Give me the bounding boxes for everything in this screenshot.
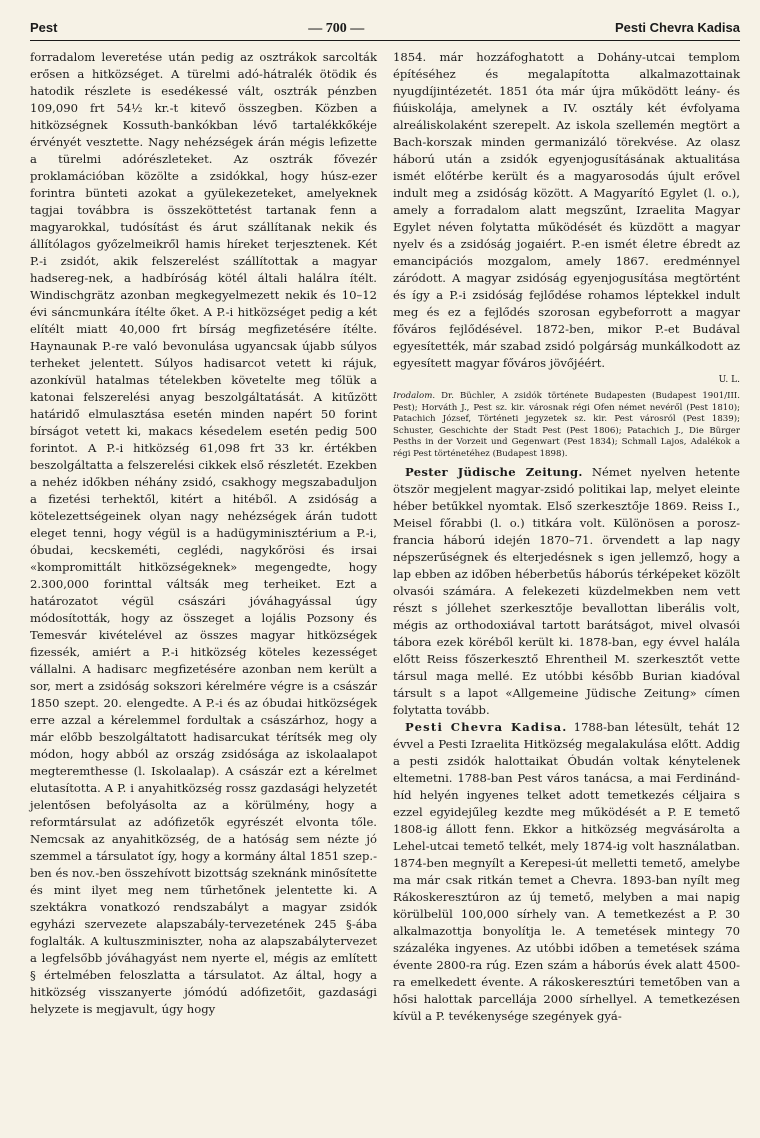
header-right-title: Pesti Chevra Kadisa xyxy=(614,20,740,35)
two-column-body xyxy=(30,49,740,1025)
right-column xyxy=(393,49,740,1025)
entry-heading-chevra-kadisa: Pesti Chevra Kadisa. xyxy=(405,720,568,734)
article-pester-juedische-zeitung xyxy=(393,464,740,719)
literature-note xyxy=(393,391,740,460)
literature-text: Dr. Büchler, A zsidók története Budapesten (Budapest 1901/III. Pest); Horváth J., Pest sz. kir. városnak régi Ofen német nevéről (Pest 1810); Patachich József, Történeti jegyzetek sz. kir. Pest városról (Pest 1839); Schuster, Geschichte der Stadt Pest (Pest 1806); Patachich J., Die Bürger Pesths in der Vorzeit und Gegenwart (Pest 1834); Schmall Lajos, Adalékok a régi Pest történetéhez (Budapest 1898). xyxy=(393,391,740,459)
article-pest-continuation: 1854. már hozzáfoghatott a Dohány-utcai templom építéséhez és megalapította alkalmazottainak nyugdíjintézetét. 1851 óta már újra működött leány- és fiúiskolája, amelynek a IV. osztály két évfolyama alreáliskolaként szerepelt. Az iskola szellemén megtört a Bach-korszak minden germanizáló törekvése. Az olasz háború után a zsidók egyenjogusításának aktualitása ismét előtérbe került és a magyarosodás újult erővel indult meg a zsidóság között. A Magyarító Egylet (l. o.), amely a forradalom alatt megszűnt, Izraelita Magyar Egylet néven folytatta működését és küzdött a magyar nyelv és a zsidóság jogaiért. P.-en ismét életre ébredt az emancipációs mozgalom, amely 1867. eredménnyel záródott. A magyar zsidóság egyenjogusítása megtörtént és így a P.-i zsidóság fejlődése rohamos léptekkel indult meg és ez a fejlődés szorosan egybeforrott a magyar főváros fejlődésével. 1872-ben, mikor P.-et Budával egyesítették, már szabad zsidó polgárság munkálkodott az egyesített magyar főváros jövőjéért. xyxy=(393,50,740,370)
left-column xyxy=(30,49,377,1025)
article-pesti-chevra-kadisa xyxy=(393,719,740,1025)
entry-text-chevra-kadisa: 1788-ban létesült, tehát 12 évvel a Pesti Izraelita Hitközség megalakulása előtt. Addig a pesti zsidók halottaikat Óbudán voltak kénytelenek eltemetni. 1788-ban Pest város tanácsa, a mai Ferdinánd-híd helyén ingyenes telket adott temetkezés céljaira s ezzel egyidejűleg kezdte meg működését a P. E temető 1808-ig állott fenn. Ekkor a hitközség megvásárolta a Lehel-utcai temető telkét, mely 1874-ig volt használatban. 1874-ben megnyílt a Kerepesi-út melletti temető, amelybe ma már csak ritkán temet a Chevra. 1893-ban nyílt meg Rákoskeresztúron az új temető, melyben a mai napig körülbelül 100,000 sírhely van. A temetkezést a P. 30 alkalmazottja bonyolítja le. A temetések mintegy 70 százaléka ingyenes. Az utóbbi időben a temetések száma évente 2800-ra rúg. Ezen szám a háborús évek alatt 4500-ra emelkedett évente. A rákoskeresztúri temetőben van a hősi halottak parcellája 2000 sírhellyel. A temetkezésen kívül a P. tevékenysége szegények gyá- xyxy=(393,720,740,1023)
entry-heading-pjz: Pester Jüdische Zeitung. xyxy=(405,465,583,479)
left-column-text: forradalom leveretése után pedig az osztrákok sarcolták erősen a hitközséget. A türelmi adó-hátralék ötödik és hatodik részlete is esedékessé vált, osztrák pénzben 109,090 frt 54½ kr.-t kitevő összegben. Közben a hitközségnek Kossuth-bankókban lévő tartalékkőkéje érvényét vesztette. Nagy nehézségek árán mégis lefizette a türelmi adórészleteket. Az osztrák fővezér proklamációban közölte a zsidókkal, hogy húsz-ezer forintra bünteti azokat a gyülekezeteket, amelyeknek tagjai továbbra is összeköttetést tartanak fenn a magyarokkal, tudósítást és árut szállítanak nekik és állítólagos győzelmeikről hamis híreket terjesztenek. Két P.-i zsidót, akik felszerelést szállítottak a magyar hadsereg-nek, a hadbíróság kötél általi halálra ítélt. Windischgrätz azonban megkegyelmezett nekik és 10–12 évi sáncmunkára ítélte őket. A P.-i hitközséget pedig a két elítélt miatt 40,000 frt bírság megfizetésére ítélte. Haynaunak P.-re való bevonulása ugyancsak újabb súlyos terheket jelentett. Súlyos hadisarcot vetett ki rájuk, azonkívül hatalmas tételekben követelte meg tőlük a katonai felszerelési anyag beszolgáltatását. A kitűzött határidő elmulasztása esetén minden napért 50 forint bírságot vetett ki, makacs késedelem esetén pedig 500 forintot. A P.-i hitközség 61,098 frt 33 kr. értékben beszolgáltatta a felszerelési cikkek első részletét. Ezekben a nehéz időkben néhány zsidó, csakhogy megszabaduljon a fizetési terhektől, kitért a hitéből. A zsidóság a kötelezettségeinek olyan nagy nehézségek árán tudott eleget tenni, hogy végül is a hadügyminisztérium a P.-i, óbudai, kecskeméti, ceglédi, nagykőrösi és irsai «kompromittált hitközségeknek» megengedte, hogy 2.300,000 forinttal váltsák meg terheiket. Ezt a határozatot végül császári jóváhagyással úgy módosították, hogy az összeget a lojális Pozsony és Temesvár kivételével az összes magyar hitközségek fizessék, amiért a P.-i hitközség köteles kezességet vállalni. A hadisarc megfizetésére azonban nem került a sor, mert a zsidóság sokszori kérelmére végre is a császár 1850 szept. 20. elengedte. A P.-i és az óbudai hitközségek erre azzal a kérelemmel fordultak a császárhoz, hogy a már előbb beszolgáltatott hadisarcukat térítsék meg oly módon, hogy abból az ország zsidósága az iskolaalapot megteremthesse (l. Iskolaalap). A császár ezt a kérelmet elutasította. A P. i anyahitközség rossz gazdasági helyzetét jelentősen befolyásolta az a körülmény, hogy a reformtársulat az adófizetők egyrészét elvonta tőle. Nemcsak az anyahitközség, de a hatóság sem nézte jó szemmel a társulatot így, hogy a kormány által 1851 szep.-ben és nov.-ben összehívott bizottság szeknánk minősítette és mint ilyet meg nem tűrhetőnek jelentette ki. A szektákra vonatkozó rendszabályt a magyar zsidók egyházi szervezete alapszabály-tervezetének 245 §-ába foglalták. A kultuszminiszter, noha az alapszabálytervezet a legfelsőbb jóváhagyást nem nyerte el, mégis az említett § értelmében feloszlatta a társulatot. Az által, hogy a hitközség visszanyerte jómódú adófizetőit, gazdasági helyzete is megjavult, úgy hogy xyxy=(30,50,377,1016)
entry-text-pjz: Német nyelven hetente ötször megjelent magyar-zsidó politikai lap, melyet eleinte héber betűkkel nyomtak. Első szerkesztője 1869. Reiss I., Meisel főrabbi (l. o.) titkára volt. Különösen a porosz-francia háború idején 1870–71. örvendett a lap nagy népszerűségnek és elterjedésnek s igen jellemző, hogy a lap ebben az időben héberbetűs háborús térképeket közölt olvasói számára. A felekezeti küzdelmekben nem vett részt s jóllehet szerkesztője bevallottan liberális volt, mégis az orthodoxiával tartott barátságot, mivel olvasói tábora ezek köréből került ki. 1878-ban, egy évvel halála előtt Reiss főszerkesztő Ehrentheil M. szerkesztőt vette társul maga mellé. Ez utóbbi később Burian kiadóval társult s a lapot «Allgemeine Jüdische Zeitung» címen folytatta tovább. xyxy=(393,465,741,717)
page-number: — 700 — xyxy=(308,21,365,36)
running-header xyxy=(30,20,740,41)
header-left-title: Pest xyxy=(30,20,58,35)
literature-label: Irodalom. xyxy=(393,391,436,401)
author-signature: U. L. xyxy=(718,375,740,385)
